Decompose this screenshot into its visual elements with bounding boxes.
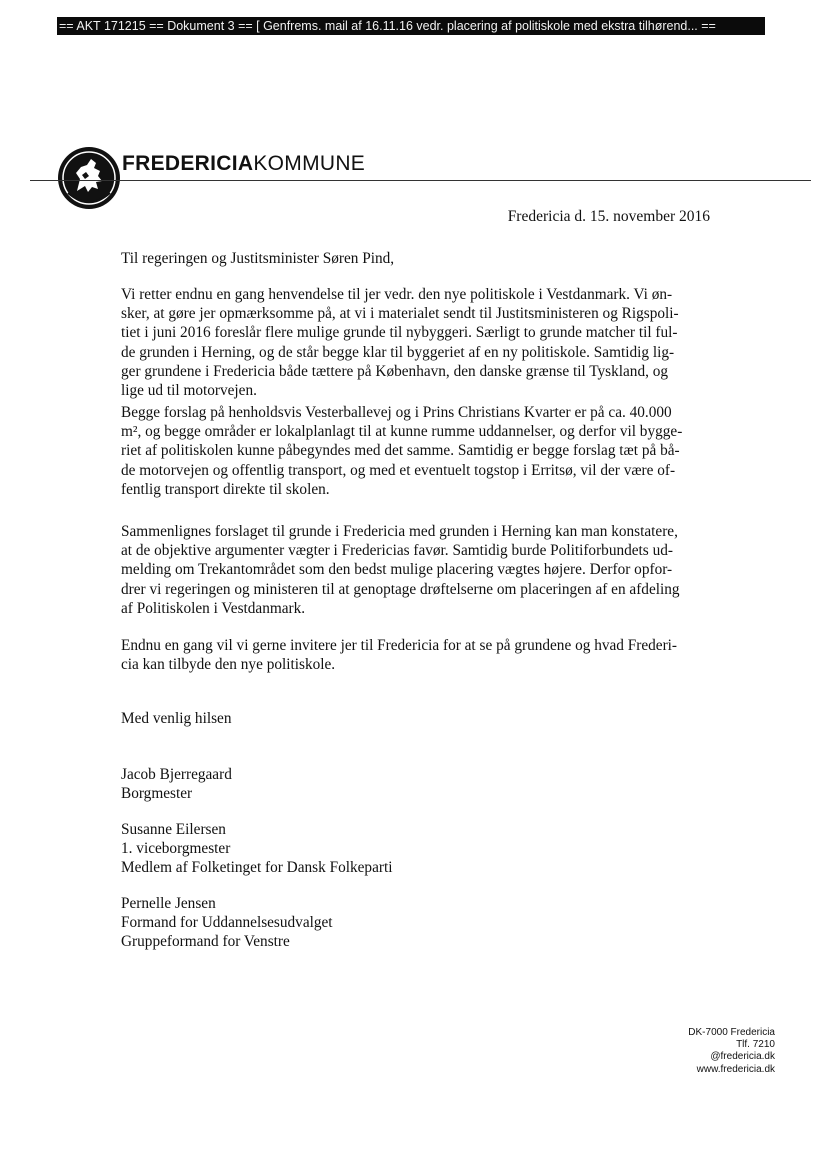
paragraph-2 bbox=[121, 403, 711, 499]
paragraph-line: tiet i juni 2016 foreslår flere mulige grunde til nybyggeri. Særligt to grunde matcher til ful- bbox=[121, 324, 678, 342]
greeting: Til regeringen og Justitsminister Søren Pind, bbox=[121, 250, 395, 267]
coat-of-arms-icon bbox=[56, 145, 122, 211]
paragraph-line: riet af politiskolen kunne påbegyndes med det samme. Samtidig er begge forslag tæt på bå- bbox=[121, 442, 680, 460]
paragraph-line: fentlig transport direkte til skolen. bbox=[121, 480, 330, 498]
paragraph-line: de motorvejen og offentlig transport, og med et eventuelt togstop i Erritsø, vil der være of- bbox=[121, 461, 676, 479]
paragraph-line: at de objektive argumenter vægter i Fredericias favør. Samtidig burde Politiforbundets ud- bbox=[121, 542, 673, 560]
footer-phone: Tlf. 7210 bbox=[736, 1039, 775, 1051]
paragraph-line: melding om Trekantområdet som den bedst mulige placering vægtes højere. Derfor opfor- bbox=[121, 561, 673, 579]
paragraph-4 bbox=[121, 636, 711, 674]
signatory-2 bbox=[121, 820, 711, 878]
org-name-bold: FREDERICIA bbox=[122, 152, 254, 175]
paragraph-1 bbox=[121, 285, 711, 400]
paragraph-line: Vi retter endnu en gang henvendelse til jer vedr. den nye politiskole i Vestdanmark. Vi øn- bbox=[121, 286, 673, 303]
paragraph-line: af Politiskolen i Vestdanmark. bbox=[121, 599, 306, 617]
signatory-3 bbox=[121, 894, 711, 952]
signatory-name: Pernelle Jensen bbox=[121, 895, 216, 912]
paragraph-3 bbox=[121, 522, 711, 618]
letterhead-rule bbox=[30, 180, 811, 181]
signatory-title: Gruppeformand for Venstre bbox=[121, 933, 290, 951]
signatory-title: 1. viceborgmester bbox=[121, 840, 231, 858]
footer-website: www.fredericia.dk bbox=[696, 1063, 775, 1075]
signatory-1 bbox=[121, 765, 711, 803]
signatory-name: Jacob Bjerregaard bbox=[121, 766, 232, 783]
paragraph-line: Endnu en gang vil vi gerne invitere jer til Fredericia for at se på grundene og hvad Frederi- bbox=[121, 637, 678, 654]
paragraph-line: de grunden i Herning, og de står begge klar til byggeriet af en ny politiskole. Samtidig lig- bbox=[121, 343, 675, 361]
paragraph-line: m², og begge områder er lokalplanlagt til at kunne rumme uddannelser, og derfor vil bygge- bbox=[121, 423, 683, 441]
signatory-title: Medlem af Folketinget for Dansk Folkeparti bbox=[121, 859, 393, 877]
contact-footer bbox=[688, 1027, 775, 1076]
signatory-title: Formand for Uddannelsesudvalget bbox=[121, 914, 333, 932]
footer-address: DK-7000 Fredericia bbox=[688, 1027, 775, 1038]
org-name-regular: KOMMUNE bbox=[253, 152, 366, 175]
signatory-title: Borgmester bbox=[121, 785, 193, 803]
paragraph-line: lige ud til motorvejen. bbox=[121, 382, 257, 400]
signatory-name: Susanne Eilersen bbox=[121, 821, 226, 838]
footer-email: @fredericia.dk bbox=[710, 1051, 775, 1063]
organization-name bbox=[122, 152, 365, 176]
paragraph-line: Begge forslag på henholdsvis Vesterballevej og i Prins Christians Kvarter er på ca. 40.000 bbox=[121, 404, 672, 421]
paragraph-line: ger grundene i Fredericia både tættere på København, den danske grænse til Tyskland, og bbox=[121, 362, 669, 380]
document-id-bar: == AKT 171215 == Dokument 3 == [ Genfrems. mail af 16.11.16 vedr. placering af politiskole med ekstra tilhørend... == bbox=[57, 17, 765, 35]
paragraph-line: Sammenlignes forslaget til grunde i Fredericia med grunden i Herning kan man konstatere, bbox=[121, 523, 678, 540]
paragraph-line: drer vi regeringen og ministeren til at genoptage drøftelserne om placeringen af en afdeling bbox=[121, 580, 680, 598]
closing: Med venlig hilsen bbox=[121, 710, 232, 727]
paragraph-line: sker, at gøre jer opmærksomme på, at vi i materialet sendt til Justitsministeren og Rigspoli- bbox=[121, 305, 679, 323]
paragraph-line: cia kan tilbyde den nye politiskole. bbox=[121, 656, 336, 674]
letter-date: Fredericia d. 15. november 2016 bbox=[507, 208, 710, 225]
